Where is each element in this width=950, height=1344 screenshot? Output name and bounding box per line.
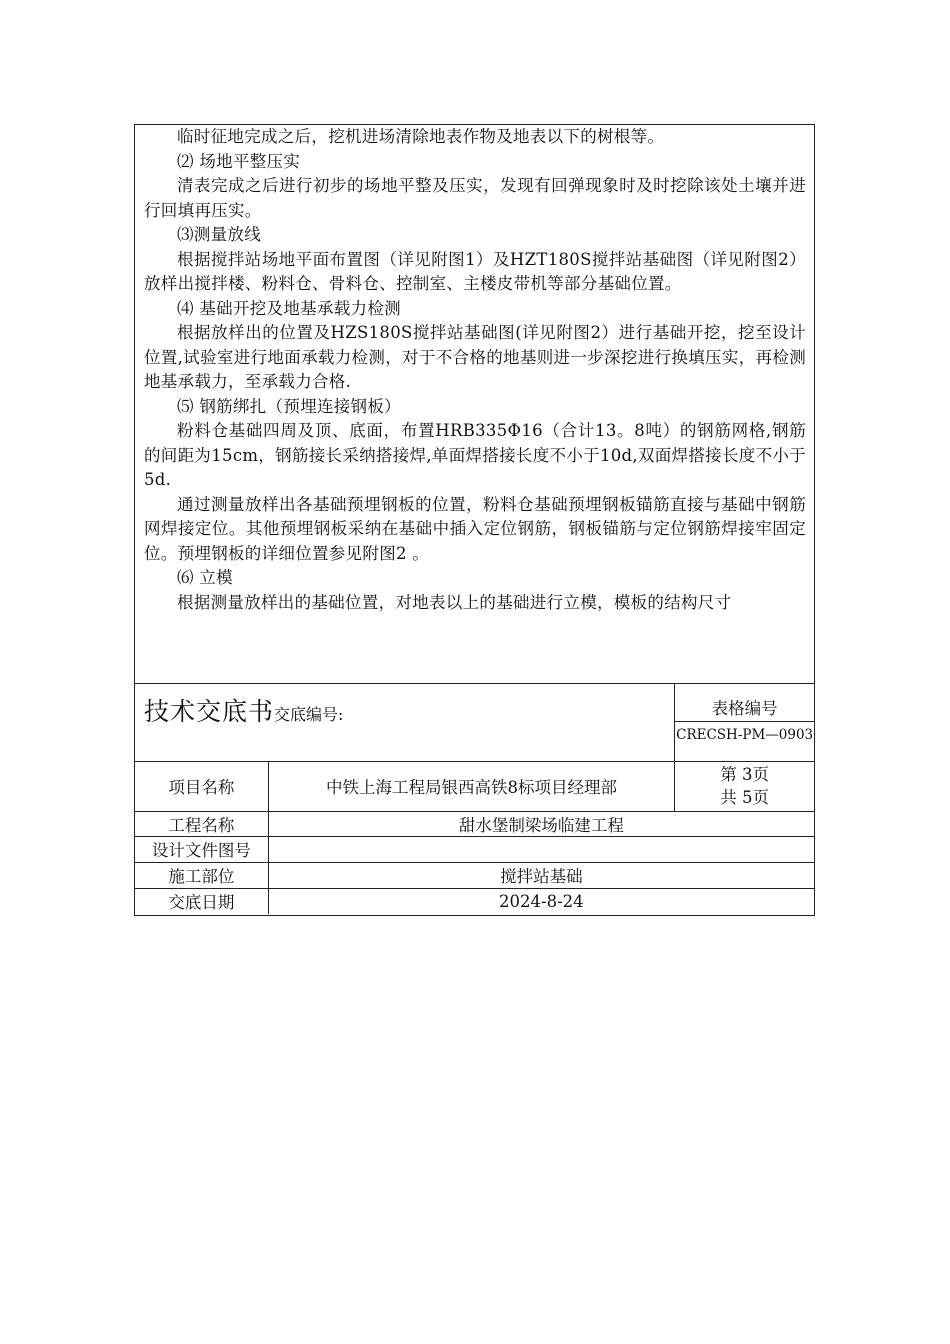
paragraph: 粉料仓基础四周及顶、底面，布置HRB335Φ16（合计13。8吨）的钢筋网格,钢筋的间距为15cm，钢筋接长采纳搭接焊,单面焊搭接长度不小于10d,双面焊搭接长度不小于5d.	[144, 421, 806, 489]
document-page	[134, 124, 815, 916]
work-name-row	[135, 811, 814, 836]
page-number-cell	[675, 761, 814, 811]
step-heading: ⑶测量放线	[177, 225, 261, 244]
page-total: 共 5页	[720, 788, 770, 807]
date-label: 交底日期	[135, 888, 268, 914]
construction-part-row	[135, 862, 814, 888]
paragraph: 清表完成之后进行初步的场地平整及压实，发现有回弹现象时及时挖除该处土壤并进行回填再压实。	[144, 176, 806, 220]
title-cell	[135, 684, 675, 761]
title-row	[135, 684, 814, 761]
project-row	[135, 761, 814, 811]
design-doc-label: 设计文件图号	[135, 836, 268, 862]
step-heading: ⑵ 场地平整压实	[177, 151, 301, 171]
document-title: 技术交底书	[144, 697, 275, 726]
date-row	[135, 888, 814, 914]
date-value: 2024-8-24	[268, 888, 814, 914]
paragraph: 通过测量放样出各基础预埋钢板的位置，粉料仓基础预埋钢板锚筋直接与基础中钢筋网焊接定位。其他预埋钢板采纳在基础中插入定位钢筋，钢板锚筋与定位钢筋焊接牢固定位。预埋钢板的详细位置参见附图2 。	[144, 494, 806, 563]
paragraph: 临时征地完成之后，挖机进场清除地表作物及地表以下的树根等。	[177, 127, 665, 146]
construction-part-label: 施工部位	[135, 862, 268, 888]
design-doc-row	[135, 836, 814, 862]
doc-number-label: 交底编号:	[274, 705, 344, 724]
step-heading: ⑹ 立模	[177, 568, 233, 587]
design-doc-value	[268, 836, 814, 862]
procedure-text	[135, 125, 814, 684]
paragraph: 根据搅拌站场地平面布置图（详见附图1）及HZT180S搅拌站基础图（详见附图2）放样出搅拌楼、粉料仓、骨料仓、控制室、主楼皮带机等部分基础位置。	[144, 249, 806, 293]
project-name-value: 中铁上海工程局银西高铁8标项目经理部	[268, 761, 675, 811]
step-heading: ⑸ 钢筋绑扎（预埋连接钢板）	[177, 396, 401, 416]
paragraph: 根据放样出的位置及HZS180S搅拌站基础图(详见附图2）进行基础开挖，挖至设计位置,试验室进行地面承载力检测，对于不合格的地基则进一步深挖进行换填压实，再检测地基承载力，至承载力合格.	[144, 323, 806, 391]
construction-part-value: 搅拌站基础	[268, 862, 814, 888]
form-number-value: CRECSH-PM—0903	[676, 727, 814, 744]
form-number-cell	[675, 684, 814, 761]
page-current: 第 3页	[720, 765, 770, 784]
work-name-label: 工程名称	[135, 811, 268, 836]
step-heading: ⑷ 基础开挖及地基承载力检测	[177, 298, 401, 318]
header-table	[135, 684, 814, 914]
project-name-label: 项目名称	[135, 761, 268, 811]
work-name-value: 甜水堡制梁场临建工程	[268, 811, 814, 836]
paragraph: 根据测量放样出的基础位置，对地表以上的基础进行立模，模板的结构尺寸	[177, 592, 732, 612]
form-number-label: 表格编号	[675, 696, 814, 722]
